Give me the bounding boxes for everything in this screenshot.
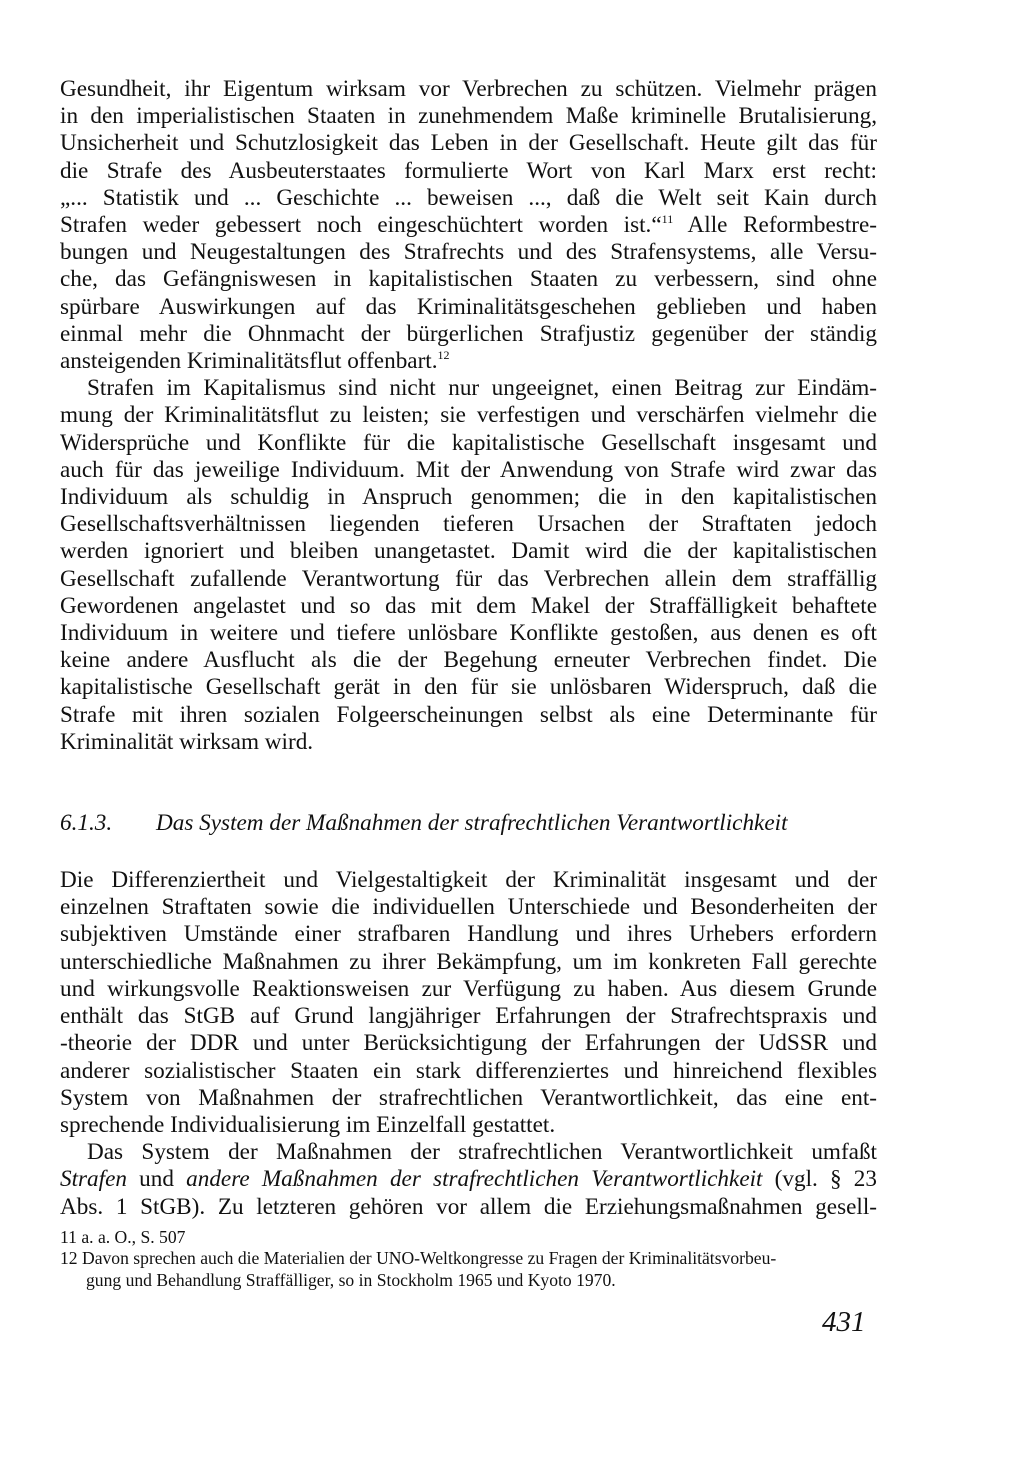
text-line: und wirkungsvolle Reaktionsweisen zur Verfügung zu haben. Aus diesem Grunde: [60, 975, 877, 1002]
paragraph: [60, 867, 877, 1139]
text-line: werden ignoriert und bleiben unangetastet. Damit wird die der kapitalistischen: [60, 538, 877, 565]
text-line: [60, 212, 877, 239]
text-line: [60, 348, 877, 375]
footnote-12-continued: gung und Behandlung Straffälliger, so in Stockholm 1965 und Kyoto 1970.: [86, 1269, 616, 1290]
text-fragment: ansteigenden Kriminalitätsflut offenbart.: [60, 348, 438, 375]
text-line: Widersprüche und Konflikte für die kapitalistische Gesellschaft insgesamt und: [60, 429, 877, 456]
text-line: „... Statistik und ... Geschichte ... beweisen ..., daß die Welt seit Kain durch: [60, 184, 877, 211]
text-fragment: (vgl. § 23: [762, 1166, 877, 1193]
emphasis-text: Strafen: [60, 1166, 127, 1193]
text-line: bungen und Neugestaltungen des Strafrechts und des Strafensystems, alle Versu-: [60, 239, 877, 266]
text-line: subjektiven Umstände einer strafbaren Handlung und ihres Urhebers erfordern: [60, 921, 877, 948]
text-line: Unsicherheit und Schutzlosigkeit das Leben in der Gesellschaft. Heute gilt das für: [60, 130, 877, 157]
text-line: auch für das jeweilige Individuum. Mit der Anwendung von Strafe wird zwar das: [60, 456, 877, 483]
text-line: [60, 1166, 877, 1193]
paragraph: [60, 76, 877, 375]
paragraph: [60, 1139, 877, 1221]
text-fragment: und: [126, 1166, 187, 1193]
text-line: sprechende Individualisierung im Einzelfall gestattet.: [60, 1111, 556, 1138]
paragraph: [60, 375, 877, 756]
text-line: System von Maßnahmen der strafrechtlichen Verantwortlichkeit, das eine ent-: [60, 1084, 877, 1111]
text-line: Abs. 1 StGB). Zu letzteren gehören vor allem die Erziehungsmaßnahmen gesell-: [60, 1193, 877, 1220]
text-line: che, das Gefängniswesen in kapitalistischen Staaten zu verbessern, sind ohne: [60, 266, 877, 293]
text-line: Strafe mit ihren sozialen Folgeerscheinungen selbst als eine Determinante für: [60, 701, 877, 728]
section-title: Das System der Maßnahmen der strafrechtlichen Verantwortlichkeit: [156, 810, 788, 837]
text-line: Die Differenziertheit und Vielgestaltigkeit der Kriminalität insgesamt und der: [60, 867, 877, 894]
text-line: Individuum in weitere und tiefere unlösbare Konflikte gestoßen, aus denen es oft: [60, 620, 877, 647]
footnote-reference: 11: [661, 212, 674, 227]
text-fragment: Strafen weder gebessert noch eingeschüchtert worden ist.“: [60, 212, 662, 239]
text-line: kapitalistische Gesellschaft gerät in den für sie unlösbaren Widerspruch, daß die: [60, 674, 877, 701]
footnote-12: 12 Davon sprechen auch die Materialien der UNO-Weltkongresse zu Fragen der Kriminalitätsvorbeu-: [60, 1248, 777, 1269]
text-line: einmal mehr die Ohnmacht der bürgerlichen Strafjustiz gegenüber der ständig: [60, 320, 877, 347]
footnotes: [60, 1227, 877, 1291]
text-line: Gesundheit, ihr Eigentum wirksam vor Verbrechen zu schützen. Vielmehr prägen: [60, 76, 877, 102]
text-line: keine andere Ausflucht als die der Begehung erneuter Verbrechen findet. Die: [60, 647, 877, 674]
text-line: Kriminalität wirksam wird.: [60, 728, 314, 755]
text-line: unterschiedliche Maßnahmen zu ihrer Bekämpfung, um im konkreten Fall gerechte: [60, 948, 877, 975]
page-content: [60, 76, 877, 1291]
text-line: die Strafe des Ausbeuterstaates formulierte Wort von Karl Marx erst recht:: [60, 157, 877, 184]
text-fragment: Alle Reformbestre-: [673, 212, 877, 239]
text-line: einzelnen Straftaten sowie die individuellen Unterschiede und Besonderheiten der: [60, 894, 877, 921]
text-line: Gesellschaftsverhältnissen liegenden tieferen Ursachen der Straftaten jedoch: [60, 511, 877, 538]
footnote-reference: 12: [437, 348, 450, 363]
section-heading: [60, 809, 877, 837]
text-line: in den imperialistischen Staaten in zunehmendem Maße kriminelle Brutalisierung,: [60, 103, 877, 130]
footnote-11: 11 a. a. O., S. 507: [60, 1226, 186, 1247]
text-line: spürbare Auswirkungen auf das Kriminalitätsgeschehen geblieben und haben: [60, 293, 877, 320]
text-line: Gesellschaft zufallende Verantwortung für das Verbrechen allein dem straffällig: [60, 565, 877, 592]
text-line: enthält das StGB auf Grund langjähriger Erfahrungen der Strafrechtspraxis und: [60, 1003, 877, 1030]
text-line: mung der Kriminalitätsflut zu leisten; sie verfestigen und verschärfen vielmehr die: [60, 402, 877, 429]
text-line: Gewordenen angelastet und so das mit dem Makel der Straffälligkeit behaftete: [60, 592, 877, 619]
text-line: Individuum als schuldig in Anspruch genommen; die in den kapitalistischen: [60, 484, 877, 511]
page-number: 431: [822, 1306, 866, 1338]
text-line: anderer sozialistischer Staaten ein stark differenziertes und hinreichend flexibles: [60, 1057, 877, 1084]
text-line: Das System der Maßnahmen der strafrechtlichen Verantwortlichkeit umfaßt: [87, 1139, 877, 1166]
text-line: Strafen im Kapitalismus sind nicht nur ungeeignet, einen Beitrag zur Eindäm-: [87, 375, 877, 402]
section-number: 6.1.3.: [60, 810, 113, 837]
emphasis-text: andere Maßnahmen der strafrechtlichen Verantwortlichkeit: [186, 1166, 763, 1193]
text-line: -theorie der DDR und unter Berücksichtigung der Erfahrungen der UdSSR und: [60, 1030, 877, 1057]
